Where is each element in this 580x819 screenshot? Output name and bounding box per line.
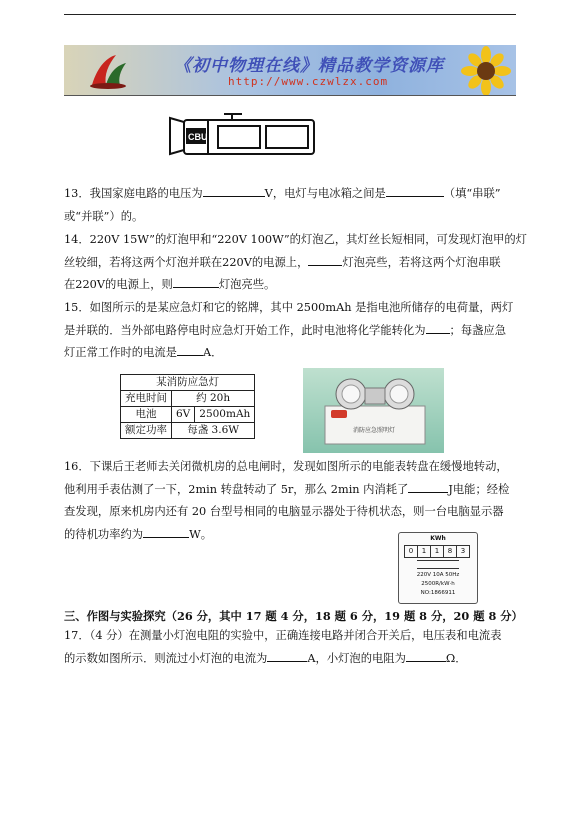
q15-text-1: 15．如图所示的是某应急灯和它的铭牌，其中 2500mAh 是指电池所储存的电荷量，两灯 <box>64 301 514 314</box>
q16-text-2: 他利用手表估测了一下，2min 转盘转动了 5r，那么 2min 内消耗了 <box>64 482 409 496</box>
q15-text-4: 灯正常工作时的电流是 <box>64 346 177 359</box>
q16-text-6: W。 <box>189 527 213 541</box>
q14-blank-series[interactable] <box>173 276 219 288</box>
meter-rating: 220V 10A 50Hz <box>416 572 460 578</box>
q17-blank-current[interactable] <box>267 650 307 662</box>
header-rule <box>64 14 516 15</box>
meter-unit: KWh <box>430 535 446 542</box>
q15-text-2: 是并联的．当外部电路停电时应急灯开始工作，此时电池将化学能转化为 <box>64 323 426 337</box>
sunflower-icon <box>456 45 516 95</box>
question-13 <box>64 183 526 228</box>
q16-blank-energy[interactable] <box>408 481 448 493</box>
lamp-box-label: 消防应急照明灯 <box>353 427 396 434</box>
flashlight-label: CBU <box>188 132 208 142</box>
nameplate-value: 每盏 3.6W <box>172 423 255 439</box>
q17-text-4: Ω． <box>445 651 467 665</box>
nameplate-table <box>120 374 255 439</box>
q16-text-4: 查发现，原来机房内还有 20 台型号相同的电脑显示器处于待机状态，则一台电脑显示器 <box>64 505 504 518</box>
q14-text-2: 丝较细，若将这两个灯泡并联在220V的电源上， <box>64 255 309 269</box>
nameplate-label: 充电时间 <box>121 391 172 407</box>
banner-url: http://www.czwlzx.com <box>228 75 389 88</box>
q16-blank-power[interactable] <box>143 526 189 538</box>
site-logo-icon <box>86 51 132 91</box>
question-15 <box>64 297 526 365</box>
header-banner <box>64 45 516 96</box>
q17-text-1: 17．（4 分）在测量小灯泡电阻的实验中，正确连接电路并闭合开关后，电压表和电流表 <box>64 629 502 642</box>
q16-text-5: 的待机功率约为 <box>64 527 144 541</box>
meter-digit: 8 <box>444 545 457 558</box>
electric-meter <box>398 532 478 604</box>
q15-blank-energy[interactable] <box>426 322 450 334</box>
nameplate-value: 2500mAh <box>195 407 255 423</box>
emergency-lamp-icon <box>303 368 444 453</box>
meter-digit: 1 <box>418 545 431 558</box>
q16-text-3: J电能；经检 <box>448 482 510 496</box>
nameplate-value: 6V <box>172 407 195 423</box>
meter-digit: 0 <box>404 545 418 558</box>
q14-text-3: 灯泡亮些，若将这两个灯泡串联 <box>342 255 501 269</box>
q14-text-4: 在220V的电源上，则 <box>64 278 173 291</box>
table-row <box>121 407 255 423</box>
meter-revs: 2500R/kW·h <box>421 581 455 587</box>
banner-title: 《初中物理在线》精品教学资源库 <box>174 56 444 76</box>
q17-text-2: 的示数如图所示．则流过小灯泡的电流为 <box>64 651 268 665</box>
q14-text-1: 14．220V 15W”的灯泡甲和“220V 100W”的灯泡乙，其灯丝长短相同，可发现灯泡甲的灯 <box>64 233 527 246</box>
meter-digit: 1 <box>431 545 444 558</box>
q13-text-1: 13．我国家庭电路的电压为 <box>64 187 203 200</box>
q13-text-2: V，电灯与电冰箱之间是 <box>264 187 386 200</box>
flashlight-diagram <box>166 104 322 166</box>
q15-blank-current[interactable] <box>177 344 203 356</box>
q17-blank-resistance[interactable] <box>406 650 446 662</box>
q15-text-5: A． <box>202 346 223 359</box>
section-3-heading: 三、作图与实验探究（26 分，其中 17 题 4 分，18 题 6 分，19 题 8 分，20 题 8 分） <box>64 609 523 623</box>
q15-text-3: ；每盏应急 <box>449 323 507 337</box>
nameplate-label: 电池 <box>121 407 172 423</box>
nameplate-value: 约 20h <box>172 391 255 407</box>
table-row <box>121 391 255 407</box>
q14-blank-parallel[interactable] <box>308 254 342 266</box>
q16-text-1: 16．下课后王老师去关闭微机房的总电闸时，发现如图所示的电能表转盘在缓慢地转动， <box>64 460 508 473</box>
meter-disc-window <box>417 560 459 569</box>
q13-blank-voltage[interactable] <box>203 185 265 197</box>
q13-blank-connection[interactable] <box>386 185 444 197</box>
table-row <box>121 423 255 439</box>
q13-text-4: 或“并联”）的。 <box>64 209 144 223</box>
meter-digits <box>404 545 470 558</box>
q17-text-3: A，小灯泡的电阻为 <box>307 651 406 665</box>
meter-serial: NO:1866911 <box>420 590 456 596</box>
question-17 <box>64 625 526 670</box>
emergency-lamp-photo <box>303 368 444 453</box>
q14-text-5: 灯泡亮些。 <box>218 278 276 291</box>
nameplate-label: 额定功率 <box>121 423 172 439</box>
question-14 <box>64 229 526 297</box>
nameplate-title: 某消防应急灯 <box>121 375 255 391</box>
q13-text-3: （填“串联” <box>443 187 501 200</box>
meter-digit: 3 <box>457 545 470 558</box>
